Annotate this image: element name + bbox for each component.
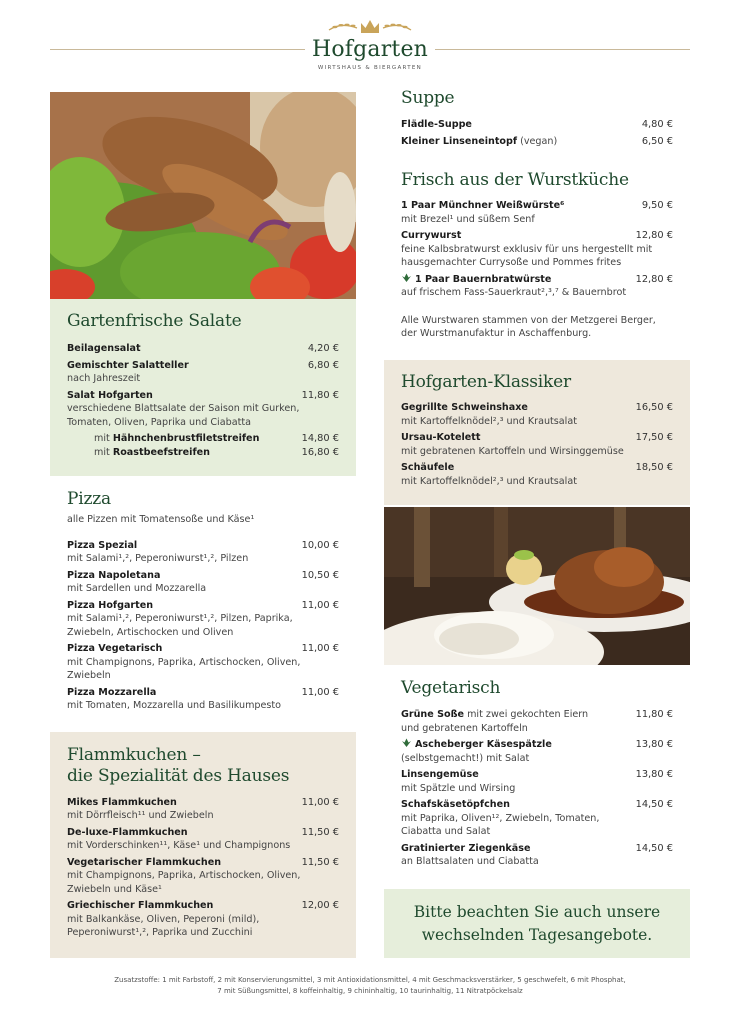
menu-item xyxy=(67,796,339,823)
menu-item-description: auf frischem Fass-Sauerkraut²,³,⁷ & Bauernbrot xyxy=(401,287,627,299)
menu-item xyxy=(67,359,339,386)
menu-item-price: 11,00 € xyxy=(301,796,339,808)
crown-icon xyxy=(327,18,413,36)
menu-item-description: mit Kartoffelknödel²,³ und Krautsalat xyxy=(401,475,577,487)
menu-item xyxy=(67,642,339,683)
menu-item-row xyxy=(401,118,673,132)
menu-item-name: Gemischter Salatteller xyxy=(67,359,189,371)
menu-item-description: und gebratenen Kartoffeln xyxy=(401,722,528,734)
menu-item-row xyxy=(401,708,673,722)
menu-item xyxy=(401,401,673,428)
menu-item-price: 18,50 € xyxy=(635,462,673,474)
menu-item-description: mit Tomaten, Mozzarella und Basilikumpesto xyxy=(67,700,282,712)
menu-item-name: Gegrillte Schweinshaxe xyxy=(401,402,528,414)
menu-item-row xyxy=(67,796,339,810)
klassiker-section xyxy=(384,360,690,505)
menu-item xyxy=(67,389,339,430)
menu-item-description: mit Spätzle und Wirsing xyxy=(401,782,516,794)
addon-name: Roastbeefstreifen xyxy=(112,446,210,458)
menu-item-price: 11,00 € xyxy=(301,643,339,655)
menu-item-row xyxy=(67,389,339,403)
footer-line-2: 7 mit Süßungsmittel, 8 koffeinhaltig, 9 chininhaltig, 10 taurinhaltig, 11 Nitratpöckelsalz xyxy=(217,987,523,995)
pizza-list xyxy=(67,539,339,713)
menu-item-row xyxy=(67,539,339,553)
menu-item-price: 10,00 € xyxy=(301,539,339,551)
menu-item xyxy=(401,229,673,270)
suppe-section xyxy=(384,88,690,158)
menu-item-description: mit Champignons, Paprika, Artischocken, Oliven, Zwiebeln xyxy=(67,656,301,682)
menu-item-description: mit Paprika, Oliven¹², Zwiebeln, Tomaten, Ciabatta und Salat xyxy=(401,812,600,838)
klassiker-title: Hofgarten-Klassiker xyxy=(401,372,571,392)
menu-item-price: 11,50 € xyxy=(301,856,339,868)
flammkuchen-title-1: Flammkuchen – xyxy=(67,745,201,765)
suppe-list xyxy=(401,118,673,148)
menu-item xyxy=(401,798,673,839)
menu-item-price: 10,50 € xyxy=(301,569,339,581)
menu-item xyxy=(401,708,673,735)
vegetarisch-section xyxy=(384,678,690,878)
menu-item-row xyxy=(401,229,673,243)
salad-addon-row xyxy=(67,432,339,446)
menu-item-price: 12,00 € xyxy=(301,900,339,911)
menu-item-row xyxy=(401,431,673,445)
menu-item xyxy=(67,569,339,596)
menu-item-name: Salat Hofgarten xyxy=(67,389,153,401)
footer-line-1: Zusatzstoffe: 1 mit Farbstoff, 2 mit Konservierungsmittel, 3 mit Antioxidationsmittel, 4 mit Geschmacksverstärker, 5 geschwefelt, 6 mit Phosphat, xyxy=(114,976,626,984)
menu-item-price: 4,20 € xyxy=(307,343,339,355)
menu-item-name: Pizza Mozzarella xyxy=(67,686,157,698)
zusatzstoffe-footer xyxy=(40,975,700,997)
menu-item-price: 14,50 € xyxy=(635,799,673,811)
tagesangebote-callout xyxy=(384,889,690,958)
menu-item-description: (selbstgemacht!) mit Salat xyxy=(401,752,530,764)
menu-item-suffix: (vegan) xyxy=(517,135,558,147)
menu-item-row xyxy=(67,342,339,356)
menu-item-name: Beilagensalat xyxy=(67,343,141,355)
menu-item-price: 11,80 € xyxy=(301,389,339,401)
menu-item-row xyxy=(401,401,673,415)
salate-section xyxy=(50,299,356,476)
menu-item-price: 11,80 € xyxy=(635,709,673,721)
menu-item-price: 13,80 € xyxy=(635,739,673,751)
menu-item-description: mit Vorderschinken¹¹, Käse¹ und Champignons xyxy=(67,840,291,851)
menu-item-price: 9,50 € xyxy=(641,200,673,212)
menu-item-name: Griechischer Flammkuchen xyxy=(67,900,214,911)
menu-item-row xyxy=(401,738,673,752)
menu-item xyxy=(67,686,339,713)
menu-item-row xyxy=(401,135,673,149)
salate-list xyxy=(67,342,339,459)
pizza-title: Pizza xyxy=(67,489,111,509)
menu-item-name: De-luxe-Flammkuchen xyxy=(67,826,188,838)
menu-item-row xyxy=(401,461,673,475)
menu-item-name: Mikes Flammkuchen xyxy=(67,796,177,808)
menu-item-name: Grüne Soße xyxy=(401,709,465,721)
menu-item-price: 12,80 € xyxy=(635,273,673,285)
menu-item-price: 4,80 € xyxy=(641,119,673,131)
menu-item xyxy=(401,135,673,149)
menu-item-name: Pizza Hofgarten xyxy=(67,599,154,611)
menu-item xyxy=(67,856,339,897)
menu-item-description: mit Balkankäse, Oliven, Peperoni (mild), Peperoniwurst¹,², Paprika und Zucchini xyxy=(67,913,260,938)
pizza-note: alle Pizzen mit Tomatensoße und Käse¹ xyxy=(67,514,255,526)
menu-item xyxy=(401,199,673,226)
callout-line-1: Bitte beachten Sie auch unsere xyxy=(413,903,661,921)
menu-item-name: Vegetarischer Flammkuchen xyxy=(67,856,222,868)
callout-line-2: wechselnden Tagesangebote. xyxy=(421,926,653,944)
vegetarisch-title: Vegetarisch xyxy=(401,678,501,698)
menu-item-price: 11,50 € xyxy=(301,826,339,838)
menu-item-row xyxy=(67,599,339,613)
salad-photo xyxy=(50,92,356,299)
menu-item-row xyxy=(401,798,673,812)
menu-item-row xyxy=(401,273,673,287)
menu-item xyxy=(67,539,339,566)
menu-item-price: 12,80 € xyxy=(635,230,673,242)
brand-name: Hofgarten xyxy=(311,37,429,62)
menu-item-row xyxy=(67,856,339,870)
menu-item-name: Pizza Napoletana xyxy=(67,569,161,581)
wurst-section xyxy=(384,170,690,355)
menu-item-description: nach Jahreszeit xyxy=(67,373,141,385)
klassiker-list xyxy=(401,401,673,488)
wurst-list xyxy=(401,199,673,300)
menu-item-price: 11,00 € xyxy=(301,599,339,611)
menu-item-name: 1 Paar Bauernbratwürste xyxy=(415,273,552,285)
pizza-section xyxy=(50,487,356,727)
menu-item-description: mit Salami¹,², Peperoniwurst¹,², Pilzen xyxy=(67,553,249,565)
addon-price: 16,80 € xyxy=(301,446,339,458)
menu-item-description: feine Kalbsbratwurst exklusiv für uns hergestellt mit hausgemachter Currysoße und Pommes frites xyxy=(401,243,653,269)
suppe-title: Suppe xyxy=(401,88,455,108)
menu-item-price: 6,80 € xyxy=(307,359,339,371)
header-rule-left xyxy=(50,49,305,50)
menu-item-description: mit gebratenen Kartoffeln und Wirsinggemüse xyxy=(401,445,624,457)
menu-item xyxy=(67,899,339,940)
menu-item-row xyxy=(67,686,339,700)
menu-item-name: Schäufele xyxy=(401,462,455,474)
menu-item-description: mit Sardellen und Mozzarella xyxy=(67,583,207,595)
menu-item-row xyxy=(67,899,339,913)
menu-item-price: 13,80 € xyxy=(635,769,673,781)
menu-item-name: Currywurst xyxy=(401,230,462,242)
menu-item xyxy=(401,842,673,869)
menu-item-name: Flädle-Suppe xyxy=(401,119,472,131)
menu-item-row xyxy=(401,768,673,782)
header-rule-right xyxy=(435,49,690,50)
menu-item-name: Pizza Spezial xyxy=(67,539,138,551)
menu-item xyxy=(67,342,339,356)
menu-item xyxy=(401,273,673,300)
menu-item-price: 14,50 € xyxy=(635,842,673,854)
menu-item-row xyxy=(67,359,339,373)
addon-prefix: mit xyxy=(94,433,113,445)
vegetarisch-list xyxy=(401,708,673,869)
menu-item-row xyxy=(67,826,339,840)
menu-item xyxy=(67,599,339,640)
menu-item-description: mit Champignons, Paprika, Artischocken, Oliven, Zwiebeln und Käse¹ xyxy=(67,870,301,895)
menu-item-description: an Blattsalaten und Ciabatta xyxy=(401,856,539,868)
menu-item-description: verschiedene Blattsalate der Saison mit Gurken, Tomaten, Oliven, Paprika und Ciabatta xyxy=(67,403,300,428)
menu-item-description: mit Kartoffelknödel²,³ und Krautsalat xyxy=(401,415,577,427)
menu-item-price: 11,00 € xyxy=(301,686,339,698)
menu-item xyxy=(401,118,673,132)
flammkuchen-section xyxy=(50,732,356,958)
menu-item-name: 1 Paar Münchner Weißwürste⁶ xyxy=(401,200,565,212)
menu-item-price: 16,50 € xyxy=(635,402,673,414)
menu-item-price: 6,50 € xyxy=(641,135,673,147)
regional-leaf-icon xyxy=(401,738,412,748)
regional-leaf-icon xyxy=(401,273,412,283)
menu-item-row xyxy=(401,199,673,213)
addon-price: 14,80 € xyxy=(301,433,339,445)
salad-addon-row xyxy=(67,446,339,460)
salate-title: Gartenfrische Salate xyxy=(67,311,242,331)
menu-item-name: Ascheberger Käsespätzle xyxy=(415,739,552,751)
menu-item xyxy=(67,826,339,853)
schweinshaxe-photo xyxy=(384,507,690,665)
menu-item-description: mit Salami¹,², Peperoniwurst¹,², Pilzen, Paprika, Zwiebeln, Artischocken und Oliven xyxy=(67,613,293,638)
menu-item-inline-desc: mit zwei gekochten Eiern xyxy=(464,709,589,721)
addon-prefix: mit xyxy=(94,446,113,458)
menu-item-row xyxy=(401,842,673,856)
menu-item-description: mit Brezel¹ und süßem Senf xyxy=(401,213,535,225)
menu-item xyxy=(401,461,673,488)
menu-item-name: Schafskäsetöpfchen xyxy=(401,799,510,811)
logo xyxy=(300,18,440,71)
menu-item xyxy=(401,738,673,765)
menu-item-row xyxy=(67,569,339,583)
flammkuchen-title-2: die Spezialität des Hauses xyxy=(67,766,290,787)
menu-item xyxy=(401,431,673,458)
menu-item-name: Pizza Vegetarisch xyxy=(67,643,163,655)
menu-item-name: Gratinierter Ziegenkäse xyxy=(401,842,531,854)
menu-item-price: 17,50 € xyxy=(635,432,673,444)
wurst-title: Frisch aus der Wurstküche xyxy=(401,170,629,190)
addon-name: Hähnchenbrustfiletstreifen xyxy=(112,433,260,445)
menu-item-name: Kleiner Linseneintopf xyxy=(401,135,518,147)
menu-item-name: Linsengemüse xyxy=(401,769,479,781)
menu-item-row xyxy=(67,642,339,656)
wurst-note: Alle Wurstwaren stammen von der Metzgerei Berger, der Wurstmanufaktur in Aschaffenburg. xyxy=(401,314,656,340)
menu-item-name: Ursau-Kotelett xyxy=(401,432,481,444)
menu-item-description: mit Dörrfleisch¹¹ und Zwiebeln xyxy=(67,810,214,821)
menu-header xyxy=(0,0,740,80)
menu-item xyxy=(401,768,673,795)
brand-tagline: WIRTSHAUS & BIERGARTEN xyxy=(317,65,423,71)
flammkuchen-list xyxy=(67,796,339,940)
